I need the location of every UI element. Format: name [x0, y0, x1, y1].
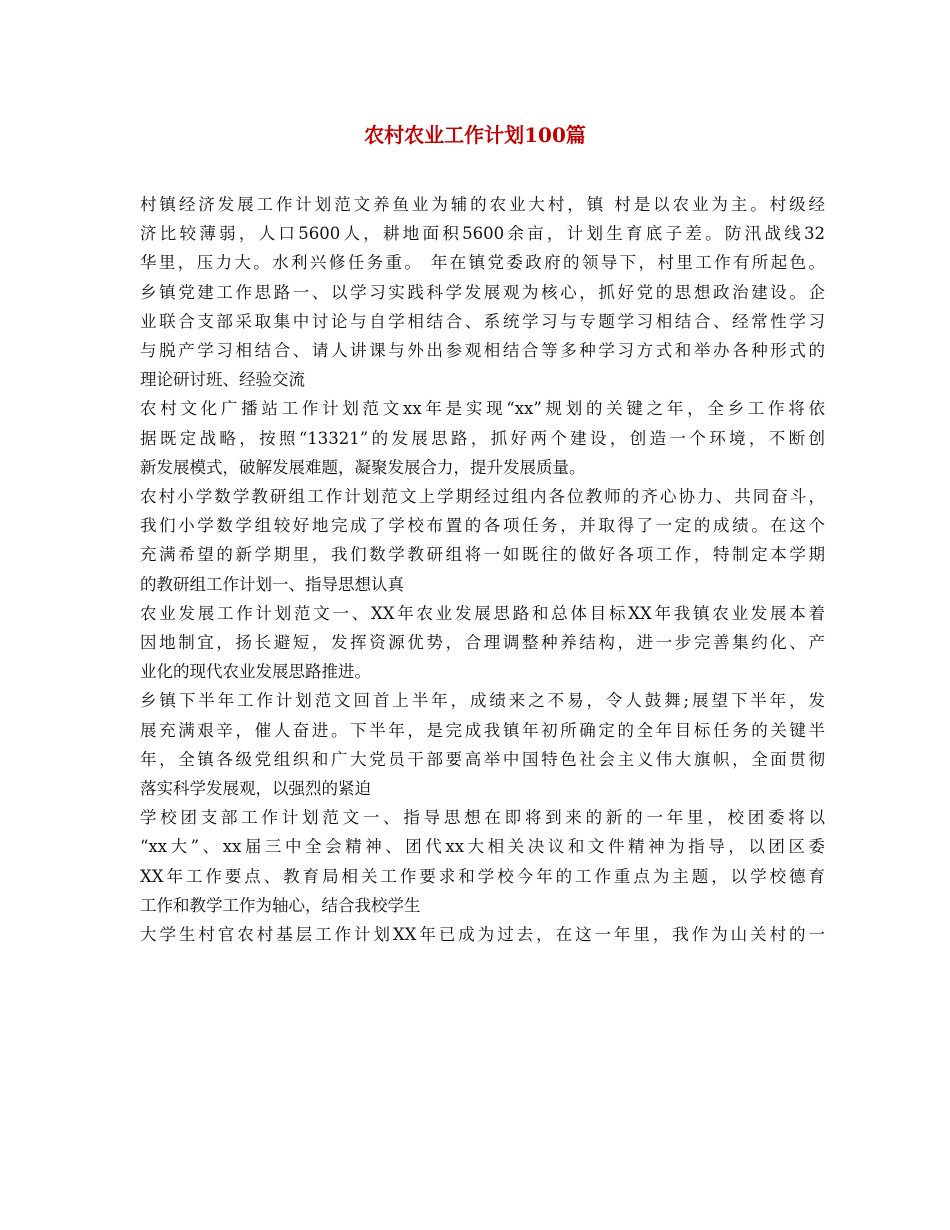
text-line: 工作和教学工作为轴心，结合我校学生 [140, 895, 421, 915]
document-title: 农村农业工作计划100篇 [364, 123, 586, 147]
text-line: 乡镇党建工作思路一、以学习实践科学发展观为核心，抓好党的思想政治建设。企 [140, 282, 825, 302]
text-line: 业联合支部采取集中讨论与自学相结合、系统学习与专题学习相结合、经常性学习 [140, 311, 825, 331]
text-line: 因地制宜，扬长避短，发挥资源优势，合理调整种养结构，进一步完善集约化、产 [140, 633, 825, 653]
text-line: 业化的现代农业发展思路推进。 [140, 662, 371, 682]
text-line: XX年工作要点、教育局相关工作要求和学校今年的工作重点为主题，以学校德育 [140, 866, 825, 886]
text-line: 村镇经济发展工作计划范文养鱼业为辅的农业大村，镇 村是以农业为主。村级经 [140, 195, 825, 214]
text-line: 新发展模式，破解发展难题，凝聚发展合力，提升发展质量。 [140, 457, 586, 477]
text-line: “xx大”、xx届三中全会精神、团代xx大相关决议和文件精神为指导，以团区委 [140, 837, 825, 857]
text-line: 农业发展工作计划范文一、XX年农业发展思路和总体目标XX年我镇农业发展本着 [140, 603, 825, 623]
text-line: 乡镇下半年工作计划范文回首上半年，成绩来之不易，令人鼓舞;展望下半年，发 [140, 691, 825, 711]
text-line: 大学生村官农村基层工作计划XX年已成为过去，在这一年里，我作为山关村的一 [140, 925, 825, 945]
text-line: 据既定战略，按照“13321”的发展思路，抓好两个建设，创造一个环境，不断创 [140, 428, 825, 448]
text-line: 学校团支部工作计划范文一、指导思想在即将到来的新的一年里，校团委将以 [140, 808, 825, 828]
text-line: 与脱产学习相结合、请人讲课与外出参观相结合等多种学习方式和举办各种形式的 [140, 341, 825, 361]
document-body [140, 190, 825, 949]
text-line: 充满希望的新学期里，我们数学教研组将一如既往的做好各项工作，特制定本学期 [140, 545, 825, 565]
text-line: 落实科学发展观，以强烈的紧迫 [140, 779, 371, 799]
text-line: 的教研组工作计划一、指导思想认真 [140, 574, 404, 594]
text-line: 农村文化广播站工作计划范文xx年是实现“xx”规划的关键之年，全乡工作将依 [140, 399, 825, 419]
text-line: 农村小学数学教研组工作计划范文上学期经过组内各位教师的齐心协力、共同奋斗， [140, 487, 825, 507]
text-line: 我们小学数学组较好地完成了学校布置的各项任务，并取得了一定的成绩。在这个 [140, 516, 825, 536]
text-line: 理论研讨班、经验交流 [140, 370, 305, 390]
text-line: 年，全镇各级党组织和广大党员干部要高举中国特色社会主义伟大旗帜，全面贯彻 [140, 749, 825, 769]
text-line: 展充满艰辛，催人奋进。下半年，是完成我镇年初所确定的全年目标任务的关键半 [140, 720, 825, 740]
text-line: 济比较薄弱，人口5600人，耕地面积5600余亩，计划生育底子差。防汛战线32 [140, 224, 825, 244]
text-line: 华里，压力大。水利兴修任务重。 年在镇党委政府的领导下，村里工作有所起色。 [140, 253, 825, 273]
